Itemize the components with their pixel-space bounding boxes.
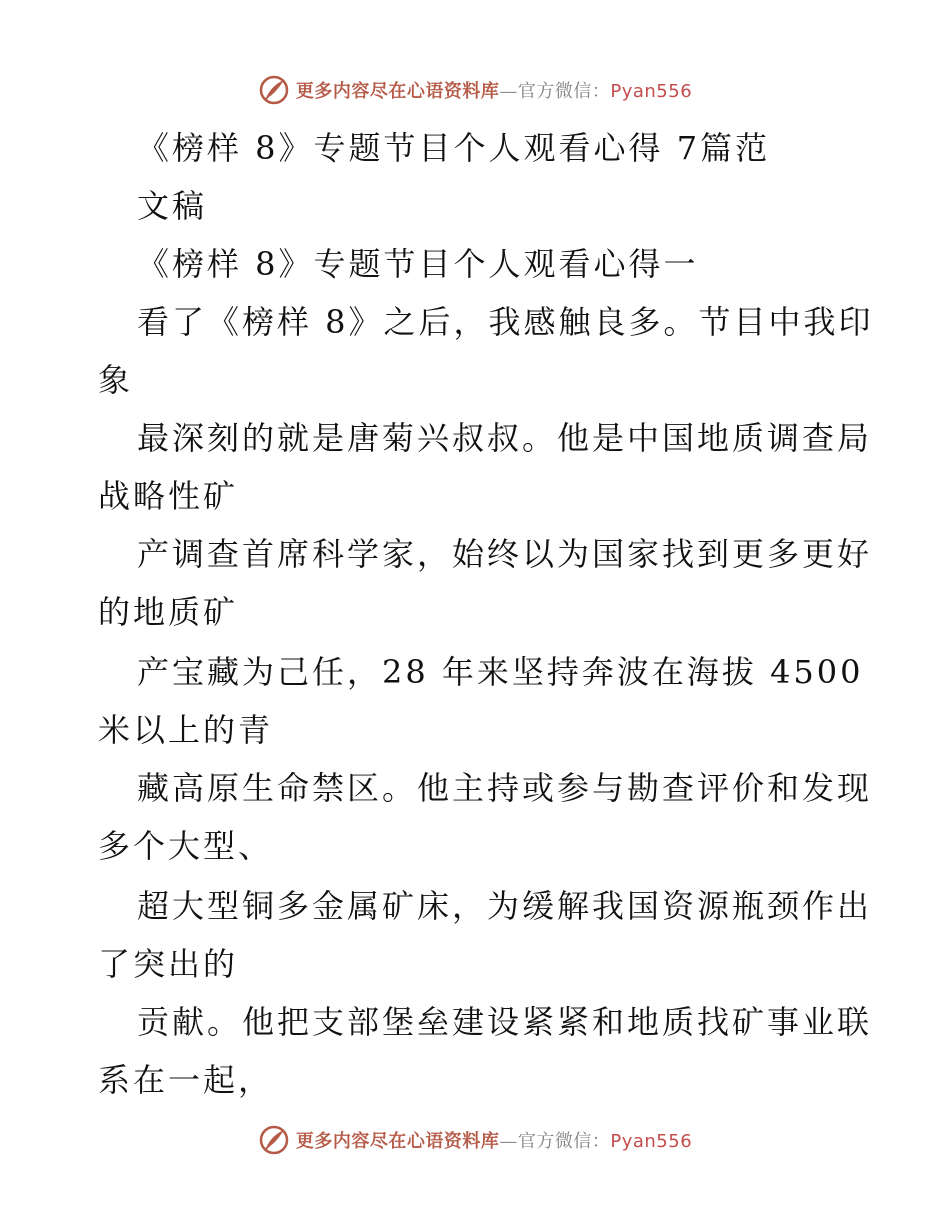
paragraph-line: 象 <box>98 361 134 399</box>
header-banner <box>0 70 950 110</box>
banner-prefix: 更多内容尽在心语资料库 <box>295 1131 500 1152</box>
paragraph-line: 超大型铜多金属矿床，为缓解我国资源瓶颈作出 <box>137 887 873 925</box>
banner-wechat-id: Pyan556 <box>610 81 693 102</box>
paragraph-line: 的地质矿 <box>98 593 239 631</box>
paragraph-line: 多个大型、 <box>98 827 274 865</box>
section-heading: 《榜样 8》专题节目个人观看心得一 <box>137 245 699 283</box>
paragraph-line: 了突出的 <box>98 945 239 983</box>
paragraph-line: 战略性矿 <box>98 477 239 515</box>
banner-dash: — <box>499 1131 518 1152</box>
paragraph-line: 看了《榜样 8》之后，我感触良多。节目中我印 <box>137 303 874 341</box>
banner-label: 官方微信： <box>517 81 611 102</box>
paragraph-line: 藏高原生命禁区。他主持或参与勘查评价和发现 <box>137 769 873 807</box>
banner-prefix: 更多内容尽在心语资料库 <box>295 81 500 102</box>
footer-banner-content <box>258 1124 692 1156</box>
banner-text <box>296 77 692 103</box>
paragraph-line: 产宝藏为己任，28 年来坚持奔波在海拔 4500 <box>137 653 864 691</box>
quill-seal-icon <box>258 1124 290 1156</box>
banner-label: 官方微信： <box>517 1131 611 1152</box>
quill-seal-icon <box>258 74 290 106</box>
banner-text <box>296 1127 692 1153</box>
title-line-2: 文稿 <box>137 187 208 225</box>
footer-banner <box>0 1120 950 1160</box>
banner-wechat-id: Pyan556 <box>610 1131 693 1152</box>
paragraph-line: 产调查首席科学家，始终以为国家找到更多更好 <box>137 535 873 573</box>
paragraph-line: 最深刻的就是唐菊兴叔叔。他是中国地质调查局 <box>137 419 873 457</box>
paragraph-line: 米以上的青 <box>98 711 274 749</box>
paragraph-line: 贡献。他把支部堡垒建设紧紧和地质找矿事业联 <box>137 1003 873 1041</box>
banner-dash: — <box>499 81 518 102</box>
header-banner-content <box>258 74 692 106</box>
title-line-1: 《榜样 8》专题节目个人观看心得 7篇范 <box>137 129 771 167</box>
paragraph-line: 系在一起， <box>98 1061 274 1099</box>
